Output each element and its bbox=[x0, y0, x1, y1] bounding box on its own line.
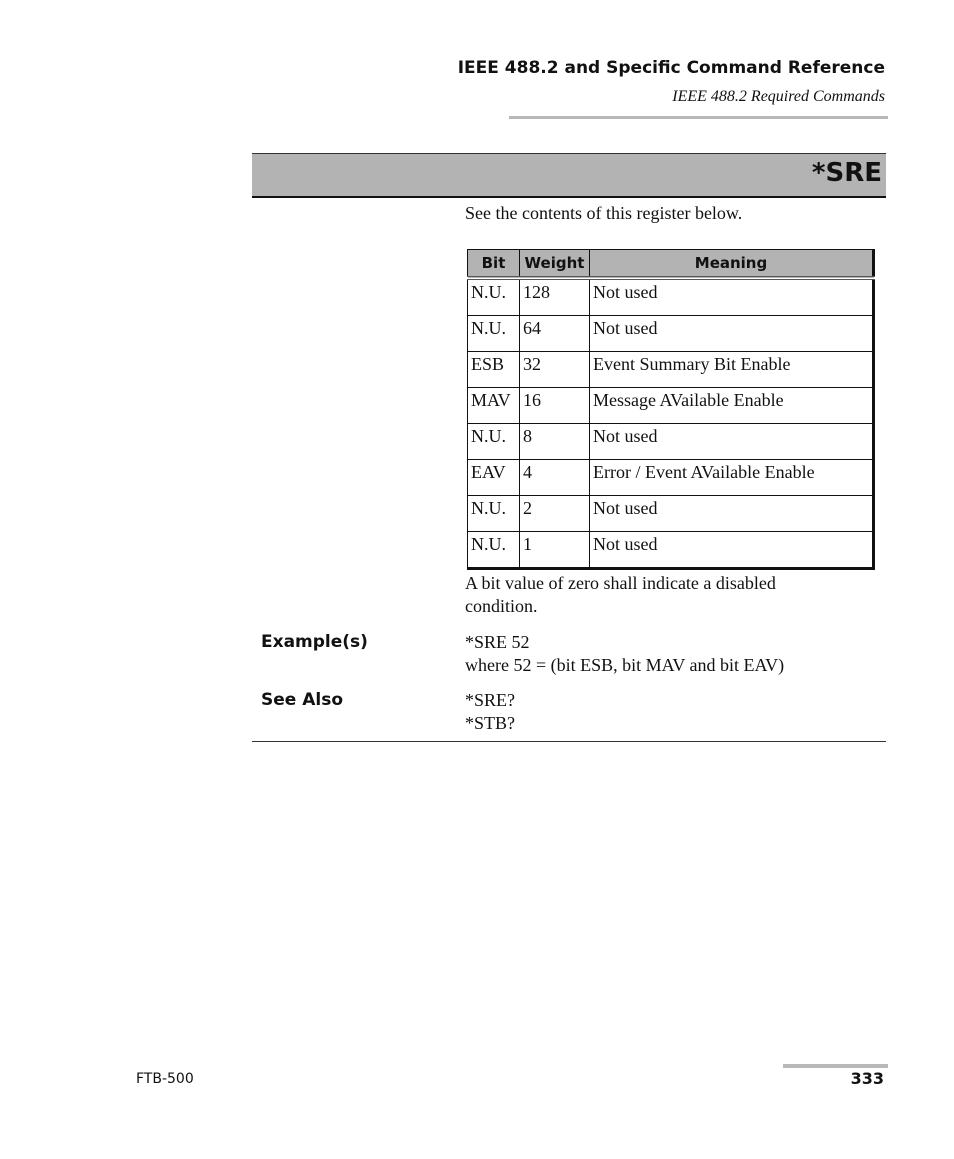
footer-product: FTB-500 bbox=[136, 1071, 194, 1087]
example-line: where 52 = (bit ESB, bit MAV and bit EAV) bbox=[465, 655, 785, 675]
example-line: *SRE 52 bbox=[465, 632, 530, 652]
cell-meaning: Not used bbox=[590, 532, 874, 569]
cell-meaning: Event Summary Bit Enable bbox=[590, 352, 874, 388]
cell-bit: MAV bbox=[468, 388, 520, 424]
cell-weight: 2 bbox=[520, 496, 590, 532]
cell-bit: N.U. bbox=[468, 532, 520, 569]
cell-weight: 4 bbox=[520, 460, 590, 496]
cell-meaning: Not used bbox=[590, 278, 874, 316]
table-row bbox=[468, 460, 874, 496]
note-text bbox=[465, 572, 776, 618]
examples-text bbox=[465, 631, 784, 677]
table-row bbox=[468, 316, 874, 352]
section-end-rule bbox=[252, 741, 886, 742]
table-row bbox=[468, 388, 874, 424]
section-title-band bbox=[252, 153, 886, 198]
table-header-row bbox=[468, 250, 874, 279]
cell-bit: ESB bbox=[468, 352, 520, 388]
note-line: A bit value of zero shall indicate a disabled bbox=[465, 573, 776, 593]
header-subtitle: IEEE 488.2 Required Commands bbox=[672, 88, 885, 105]
cell-weight: 16 bbox=[520, 388, 590, 424]
cell-bit: N.U. bbox=[468, 316, 520, 352]
footer-rule bbox=[783, 1064, 888, 1068]
cell-meaning: Not used bbox=[590, 496, 874, 532]
table-row bbox=[468, 532, 874, 569]
cell-bit: N.U. bbox=[468, 278, 520, 316]
see-also-link[interactable]: *STB? bbox=[465, 713, 516, 733]
table-row bbox=[468, 496, 874, 532]
register-table bbox=[467, 249, 875, 570]
cell-weight: 8 bbox=[520, 424, 590, 460]
column-header-weight: Weight bbox=[520, 250, 590, 279]
cell-meaning: Not used bbox=[590, 424, 874, 460]
cell-bit: N.U. bbox=[468, 424, 520, 460]
table-row bbox=[468, 278, 874, 316]
cell-weight: 1 bbox=[520, 532, 590, 569]
see-also-link[interactable]: *SRE? bbox=[465, 690, 516, 710]
see-also-text bbox=[465, 689, 515, 735]
cell-weight: 32 bbox=[520, 352, 590, 388]
section-title: *SRE bbox=[811, 158, 882, 188]
table-row bbox=[468, 352, 874, 388]
header-title: IEEE 488.2 and Specific Command Reference bbox=[457, 58, 885, 78]
cell-bit: N.U. bbox=[468, 496, 520, 532]
cell-weight: 64 bbox=[520, 316, 590, 352]
table-row bbox=[468, 424, 874, 460]
see-also-label: See Also bbox=[261, 690, 344, 710]
column-header-bit: Bit bbox=[468, 250, 520, 279]
cell-bit: EAV bbox=[468, 460, 520, 496]
cell-meaning: Error / Event AVailable Enable bbox=[590, 460, 874, 496]
page-number: 333 bbox=[850, 1069, 884, 1088]
cell-meaning: Not used bbox=[590, 316, 874, 352]
header-rule bbox=[509, 116, 888, 119]
note-line: condition. bbox=[465, 596, 538, 616]
intro-text: See the contents of this register below. bbox=[465, 203, 743, 223]
column-header-meaning: Meaning bbox=[590, 250, 874, 279]
examples-label: Example(s) bbox=[261, 632, 368, 652]
cell-meaning: Message AVailable Enable bbox=[590, 388, 874, 424]
cell-weight: 128 bbox=[520, 278, 590, 316]
